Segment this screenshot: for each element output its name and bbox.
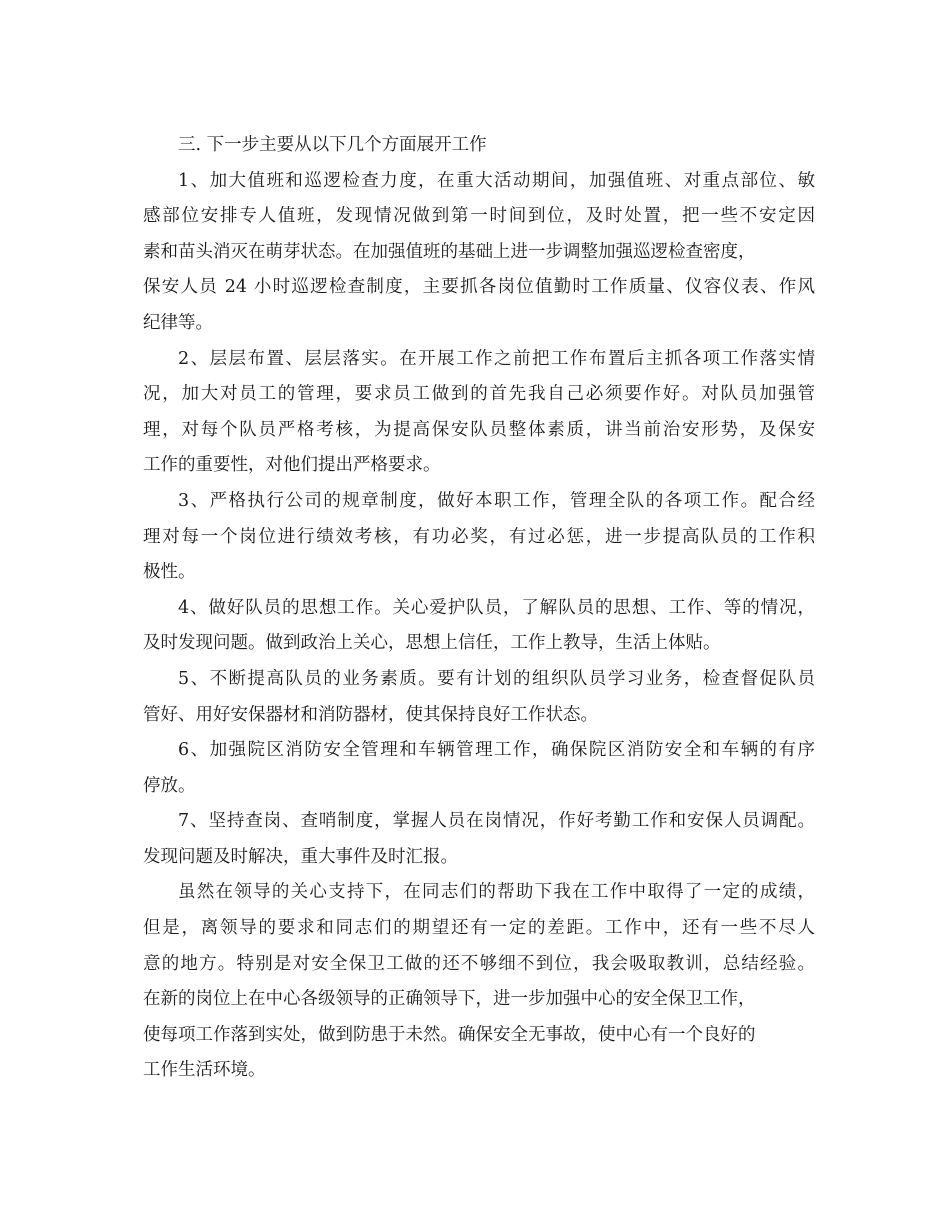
paragraph-line: 管好、用好安保器材和消防器材，使其保持良好工作状态。 [143,704,598,725]
paragraph-line: 保安人员 24 小时巡逻检查制度，主要抓各岗位值勤时工作质量、仪容仪表、作风 [143,277,815,298]
paragraph-line: 理对每一个岗位进行绩效考核，有功必奖，有过必惩，进一步提高队员的工作积 [143,526,815,547]
paragraph-line: 工作的重要性，对他们提出严格要求。 [143,455,441,476]
paragraph-line: 7、坚持查岗、查哨制度，掌握人员在岗情况，作好考勤工作和安保人员调配。 [178,811,815,832]
paragraph-line: 5、不断提高队员的业务素质。要有计划的组织队员学习业务，检查督促队员 [178,668,815,689]
document-body [143,128,815,1089]
paragraph-line: 但是，离领导的要求和同志们的期望还有一定的差距。工作中，还有一些不尽人 [143,918,815,939]
paragraph-line: 1、加大值班和巡逻检查力度，在重大活动期间，加强值班、对重点部位、敏 [178,170,815,191]
paragraph-line: 2、层层布置、层层落实。在开展工作之前把工作布置后主抓各项工作落实情 [178,348,815,369]
paragraph-line: 理，对每个队员严格考核，为提高保安队员整体素质，讲当前治安形势，及保安 [143,419,815,440]
paragraph-line: 发现问题及时解决，重大事件及时汇报。 [143,846,458,867]
paragraph-line: 使每项工作落到实处，做到防患于未然。确保安全无事故，使中心有一个良好的 [143,1024,756,1045]
section-heading: 三. 下一步主要从以下几个方面展开工作 [178,135,487,155]
paragraph-line: 纪律等。 [143,312,213,333]
paragraph-line: 3、严格执行公司的规章制度，做好本职工作，管理全队的各项工作。配合经 [178,490,815,511]
paragraph-line: 工作生活环境。 [143,1060,266,1081]
paragraph-line: 素和苗头消灭在萌芽状态。在加强值班的基础上进一步调整加强巡逻检查密度， [143,241,756,262]
paragraph-line: 极性。 [143,562,196,583]
paragraph-line: 况，加大对员工的管理，要求员工做到的首先我自己必须要作好。对队员加强管 [143,384,815,405]
paragraph-line: 6、加强院区消防安全管理和车辆管理工作，确保院区消防安全和车辆的有序 [178,740,815,761]
paragraph-line: 及时发现问题。做到政治上关心，思想上信任，工作上教导，生活上体贴。 [143,633,721,654]
paragraph-line: 虽然在领导的关心支持下，在同志们的帮助下我在工作中取得了一定的成绩， [178,882,815,903]
paragraph-line: 在新的岗位上在中心各级领导的正确领导下，进一步加强中心的安全保卫工作， [143,989,756,1010]
paragraph-line: 4、做好队员的思想工作。关心爱护队员，了解队员的思想、工作、等的情况， [178,597,815,618]
paragraph-line: 感部位安排专人值班，发现情况做到第一时间到位，及时处置，把一些不安定因 [143,206,815,227]
paragraph-line: 意的地方。特别是对安全保卫工做的还不够细不到位，我会吸取教训，总结经验。 [143,953,815,974]
paragraph-line: 停放。 [143,775,196,796]
